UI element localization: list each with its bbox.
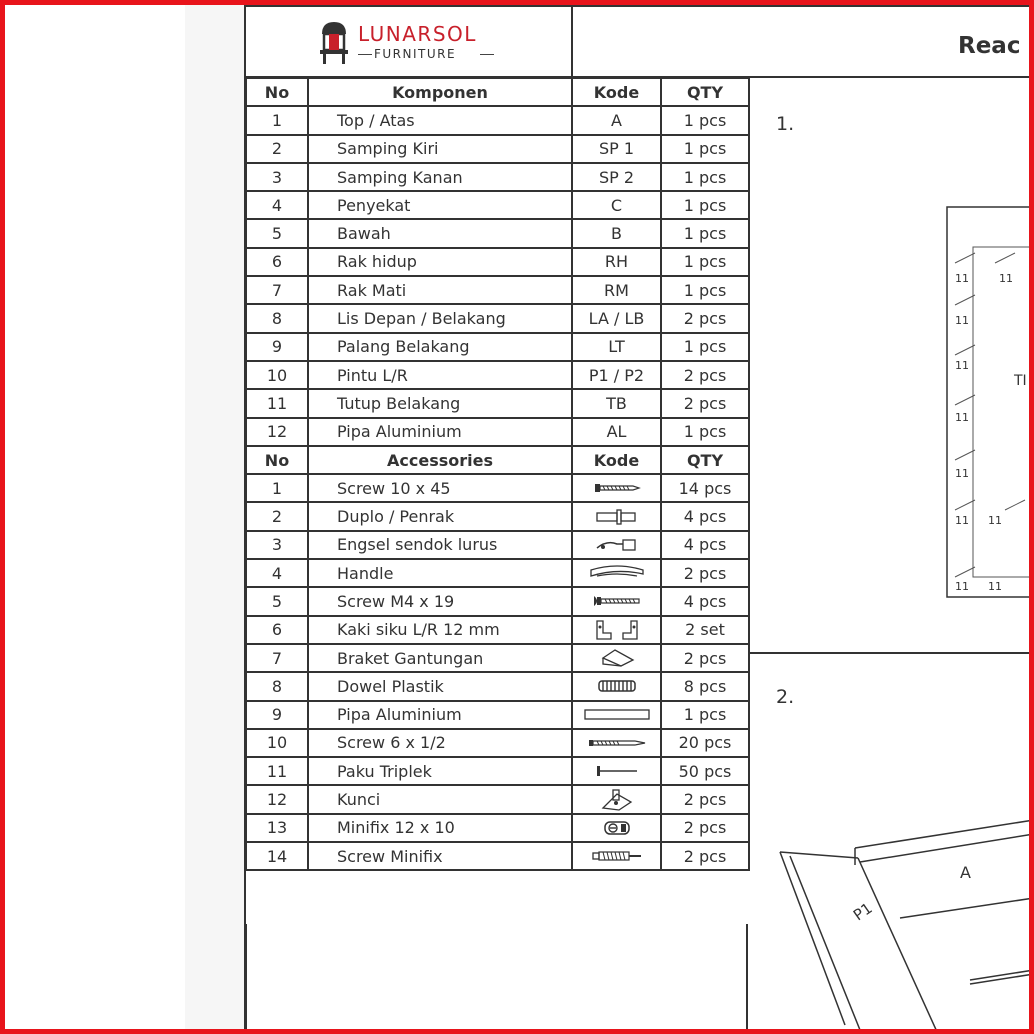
page-margin: [5, 5, 185, 1029]
row-number: 5: [246, 219, 308, 247]
diagram-label: TI: [1014, 373, 1027, 389]
accessories-body: [246, 474, 749, 870]
col-header-komponen: Komponen: [308, 78, 572, 106]
accessory-name: Engsel sendok lurus: [308, 531, 572, 559]
table-row: [246, 163, 749, 191]
table-row: [246, 389, 749, 417]
col-header-qty: QTY: [661, 78, 749, 106]
row-number: 7: [246, 276, 308, 304]
table-row: [246, 842, 749, 870]
accessory-qty: 1 pcs: [661, 701, 749, 729]
lock-icon: [573, 788, 660, 812]
long-screw-icon: [573, 481, 660, 495]
component-code: B: [572, 219, 661, 247]
page-title: Reac: [958, 33, 1021, 59]
col-header-kode: Kode: [572, 78, 661, 106]
accessory-code-cell: [572, 502, 661, 530]
part-label-p1: P1: [850, 899, 876, 925]
row-number: 4: [246, 191, 308, 219]
accessory-qty: 2 pcs: [661, 785, 749, 813]
logo-rule: [480, 54, 494, 55]
components-body: [246, 106, 749, 446]
step-2-diagram: [760, 810, 1034, 1034]
row-number: 13: [246, 814, 308, 842]
accessory-code-cell: [572, 701, 661, 729]
table-row: [246, 191, 749, 219]
header-divider: [571, 5, 573, 77]
accessory-code-cell: [572, 814, 661, 842]
accessory-qty: 4 pcs: [661, 531, 749, 559]
component-qty: 1 pcs: [661, 276, 749, 304]
component-name: Lis Depan / Belakang: [308, 304, 572, 332]
component-qty: 2 pcs: [661, 389, 749, 417]
accessory-code-cell: [572, 785, 661, 813]
accessory-name: Kaki siku L/R 12 mm: [308, 616, 572, 644]
diagram-label: 11: [955, 514, 969, 527]
diagram-label: 11: [955, 411, 969, 424]
accessory-code-cell: [572, 842, 661, 870]
accessory-qty: 2 pcs: [661, 842, 749, 870]
component-qty: 1 pcs: [661, 248, 749, 276]
row-number: 3: [246, 163, 308, 191]
component-code: LT: [572, 333, 661, 361]
table-row: [246, 304, 749, 332]
component-qty: 1 pcs: [661, 219, 749, 247]
component-qty: 1 pcs: [661, 106, 749, 134]
accessory-qty: 4 pcs: [661, 502, 749, 530]
accessory-name: Pipa Aluminium: [308, 701, 572, 729]
component-qty: 1 pcs: [661, 418, 749, 446]
row-number: 1: [246, 474, 308, 502]
accessory-code-cell: [572, 644, 661, 672]
accessory-name: Dowel Plastik: [308, 672, 572, 700]
table-row: [246, 644, 749, 672]
table-row: [246, 587, 749, 615]
accessory-qty: 4 pcs: [661, 587, 749, 615]
row-number: 12: [246, 418, 308, 446]
diagram-label: 11: [999, 272, 1013, 285]
accessory-name: Duplo / Penrak: [308, 502, 572, 530]
table-row: [246, 785, 749, 813]
row-number: 1: [246, 106, 308, 134]
row-number: 10: [246, 729, 308, 757]
row-number: 2: [246, 135, 308, 163]
bracket-icon: [573, 648, 660, 668]
table-row: [246, 418, 749, 446]
minifix-screw-icon: [573, 849, 660, 863]
row-number: 3: [246, 531, 308, 559]
machine-screw-icon: [573, 594, 660, 608]
row-number: 9: [246, 333, 308, 361]
step-1-number: 1.: [776, 113, 795, 135]
component-code: SP 1: [572, 135, 661, 163]
accessory-name: Screw 6 x 1/2: [308, 729, 572, 757]
header-top-line: [244, 5, 1034, 7]
accessory-name: Minifix 12 x 10: [308, 814, 572, 842]
table-row: [246, 814, 749, 842]
accessory-name: Paku Triplek: [308, 757, 572, 785]
component-qty: 2 pcs: [661, 361, 749, 389]
component-code: C: [572, 191, 661, 219]
accessory-qty: 20 pcs: [661, 729, 749, 757]
accessory-qty: 8 pcs: [661, 672, 749, 700]
component-code: TB: [572, 389, 661, 417]
accessories-header-row: [246, 446, 749, 474]
table-row: [246, 248, 749, 276]
table-row: [246, 701, 749, 729]
col-header-no: No: [246, 446, 308, 474]
table-row: [246, 616, 749, 644]
table-row: [246, 135, 749, 163]
component-qty: 1 pcs: [661, 163, 749, 191]
row-number: 12: [246, 785, 308, 813]
accessory-name: Kunci: [308, 785, 572, 813]
step-1-diagram: [945, 205, 1034, 600]
accessory-code-cell: [572, 531, 661, 559]
table-row: [246, 672, 749, 700]
component-code: LA / LB: [572, 304, 661, 332]
brand-subtitle: FURNITURE: [374, 47, 457, 61]
accessory-name: Braket Gantungan: [308, 644, 572, 672]
handle-icon: [573, 564, 660, 582]
col-header-kode: Kode: [572, 446, 661, 474]
pipe-icon: [573, 708, 660, 722]
component-code: AL: [572, 418, 661, 446]
table-row: [246, 276, 749, 304]
brand-logo: [316, 20, 506, 68]
component-name: Top / Atas: [308, 106, 572, 134]
component-name: Pipa Aluminium: [308, 418, 572, 446]
component-qty: 1 pcs: [661, 135, 749, 163]
accessory-qty: 2 pcs: [661, 559, 749, 587]
accessory-qty: 14 pcs: [661, 474, 749, 502]
table-row: [246, 361, 749, 389]
diagram-label: 11: [955, 359, 969, 372]
hinge-icon: [573, 536, 660, 554]
table-row: [246, 729, 749, 757]
component-code: RM: [572, 276, 661, 304]
accessory-name: Screw 10 x 45: [308, 474, 572, 502]
col-header-accessories: Accessories: [308, 446, 572, 474]
row-number: 14: [246, 842, 308, 870]
component-name: Penyekat: [308, 191, 572, 219]
logo-rule: [358, 54, 372, 55]
component-name: Tutup Belakang: [308, 389, 572, 417]
table-row: [246, 757, 749, 785]
row-number: 6: [246, 248, 308, 276]
diagram-label: 11: [955, 467, 969, 480]
accessory-name: Screw M4 x 19: [308, 587, 572, 615]
brand-name: LUNARSOL: [358, 22, 477, 46]
component-qty: 1 pcs: [661, 333, 749, 361]
col-header-no: No: [246, 78, 308, 106]
diagram-label: 11: [955, 580, 969, 593]
components-header-row: [246, 78, 749, 106]
table-row: [246, 474, 749, 502]
table-row: [246, 106, 749, 134]
row-number: 11: [246, 389, 308, 417]
accessory-qty: 2 set: [661, 616, 749, 644]
accessory-qty: 50 pcs: [661, 757, 749, 785]
accessory-code-cell: [572, 559, 661, 587]
table-row: [246, 559, 749, 587]
row-number: 7: [246, 644, 308, 672]
table-empty-footer: [245, 924, 748, 1034]
component-code: A: [572, 106, 661, 134]
row-number: 2: [246, 502, 308, 530]
accessory-code-cell: [572, 587, 661, 615]
paper-margin: [185, 5, 245, 1029]
table-row: [246, 333, 749, 361]
diagram-label: 11: [955, 272, 969, 285]
row-number: 10: [246, 361, 308, 389]
accessory-qty: 2 pcs: [661, 644, 749, 672]
component-code: P1 / P2: [572, 361, 661, 389]
component-name: Rak hidup: [308, 248, 572, 276]
table-row: [246, 219, 749, 247]
accessories-header: [246, 446, 749, 474]
row-number: 9: [246, 701, 308, 729]
row-number: 6: [246, 616, 308, 644]
table-row: [246, 502, 749, 530]
accessory-code-cell: [572, 757, 661, 785]
step-2-number: 2.: [776, 686, 795, 708]
component-name: Pintu L/R: [308, 361, 572, 389]
diagram-label: 11: [955, 314, 969, 327]
accessory-qty: 2 pcs: [661, 814, 749, 842]
accessory-name: Screw Minifix: [308, 842, 572, 870]
component-name: Rak Mati: [308, 276, 572, 304]
step-divider: [748, 652, 1034, 654]
dowel-icon: [573, 678, 660, 694]
row-number: 8: [246, 304, 308, 332]
diagram-label: 11: [988, 514, 1002, 527]
part-label-a: A: [960, 863, 971, 882]
corner-leg-icon: [573, 619, 660, 641]
component-qty: 1 pcs: [661, 191, 749, 219]
diagram-label: 11: [988, 580, 1002, 593]
accessory-code-cell: [572, 672, 661, 700]
component-name: Palang Belakang: [308, 333, 572, 361]
component-name: Bawah: [308, 219, 572, 247]
row-number: 5: [246, 587, 308, 615]
row-number: 11: [246, 757, 308, 785]
component-name: Samping Kanan: [308, 163, 572, 191]
col-header-qty: QTY: [661, 446, 749, 474]
parts-table: [245, 77, 750, 871]
accessory-code-cell: [572, 474, 661, 502]
component-code: RH: [572, 248, 661, 276]
component-name: Samping Kiri: [308, 135, 572, 163]
row-number: 8: [246, 672, 308, 700]
chair-logo-icon: [316, 20, 352, 66]
shelf-pin-icon: [573, 508, 660, 526]
row-number: 4: [246, 559, 308, 587]
component-code: SP 2: [572, 163, 661, 191]
nail-icon: [573, 764, 660, 778]
component-qty: 2 pcs: [661, 304, 749, 332]
table-row: [246, 531, 749, 559]
accessory-code-cell: [572, 616, 661, 644]
short-screw-icon: [573, 737, 660, 749]
minifix-icon: [573, 819, 660, 837]
accessory-code-cell: [572, 729, 661, 757]
accessory-name: Handle: [308, 559, 572, 587]
